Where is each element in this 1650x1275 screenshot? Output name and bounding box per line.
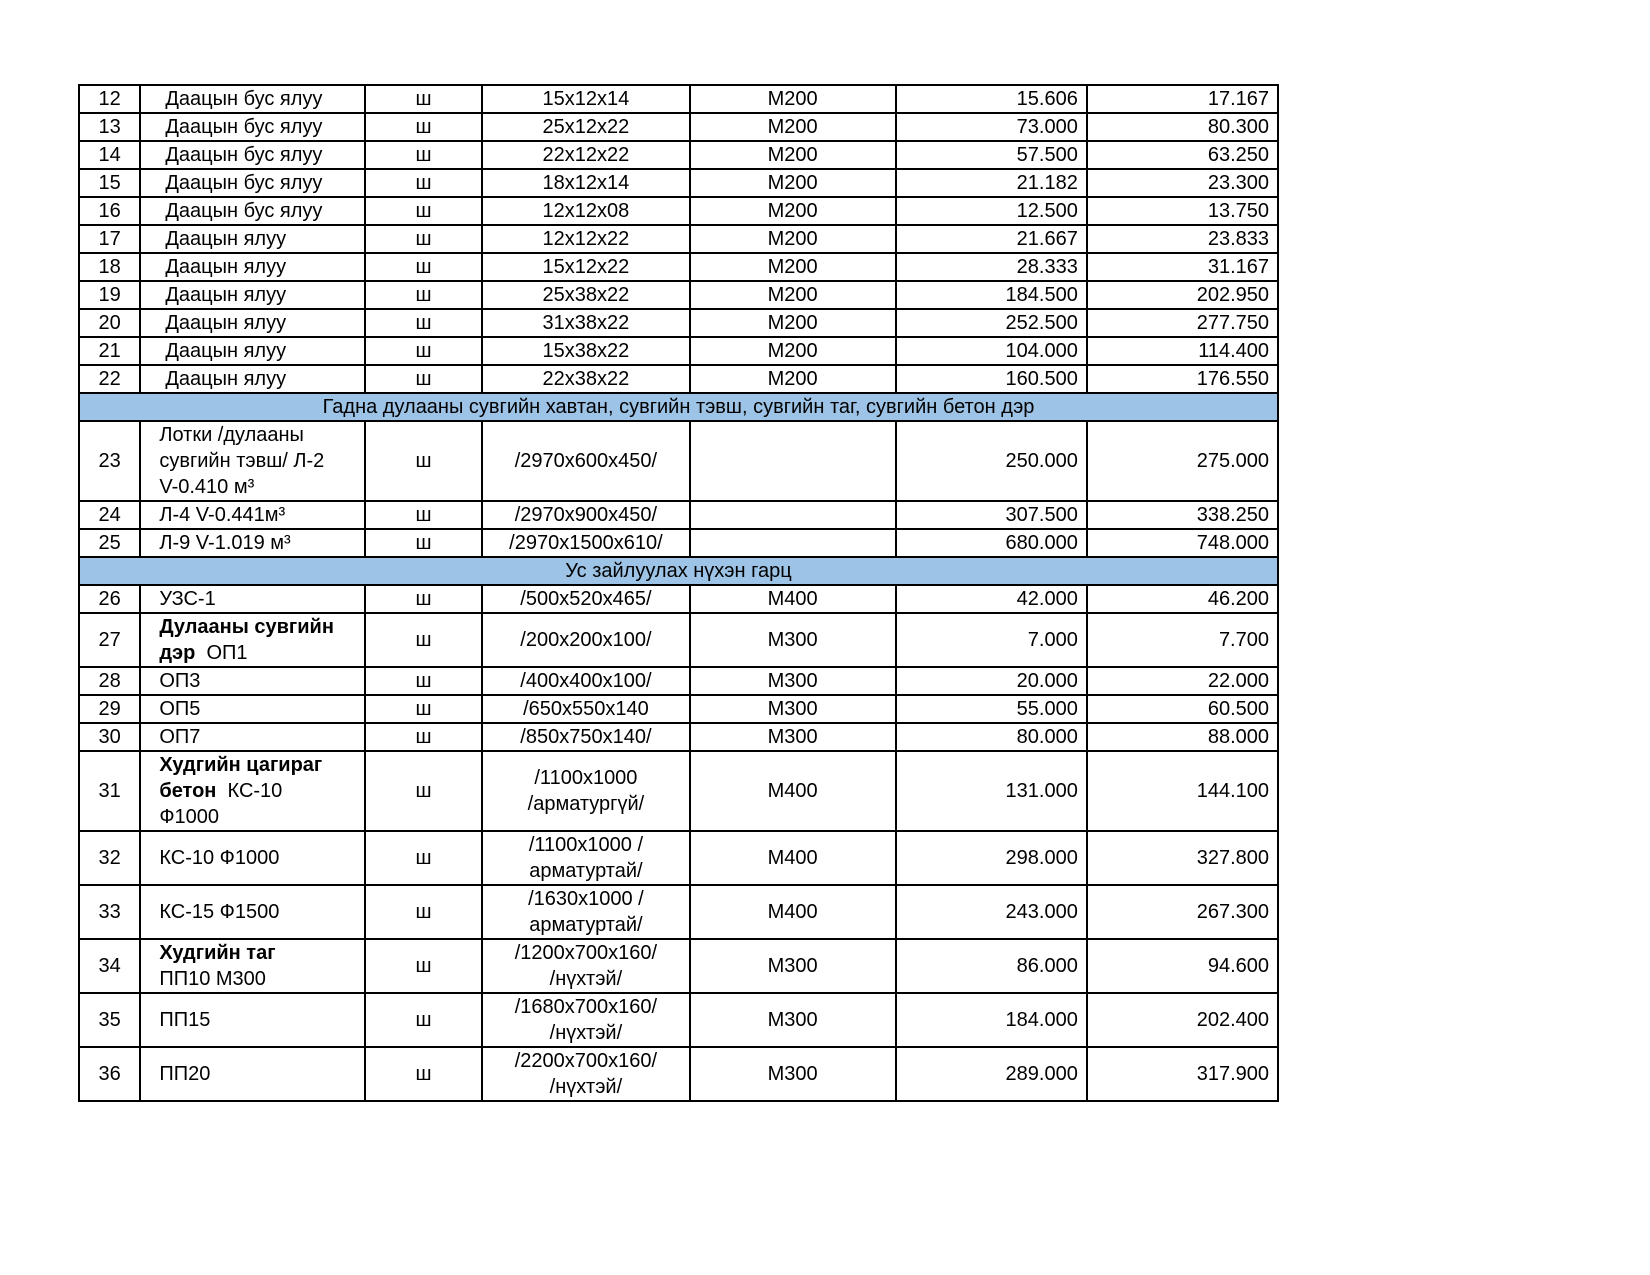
dimensions-cell <box>482 723 689 751</box>
price-with-vat-cell: 23.833 <box>1087 225 1278 253</box>
item-name-bold-line: Худгийн таг <box>159 942 276 964</box>
price-cell: 12.500 <box>896 197 1087 225</box>
unit-cell: ш <box>365 309 483 337</box>
table-row <box>79 365 1278 393</box>
dimensions-line: /400x400x100/ <box>520 670 652 692</box>
table-row <box>79 723 1278 751</box>
row-number-cell: 31 <box>79 751 140 831</box>
table-row <box>79 225 1278 253</box>
table-row <box>79 113 1278 141</box>
dimensions-line: /2200x700x160/ <box>514 1050 658 1072</box>
price-cell: 57.500 <box>896 141 1087 169</box>
table-row <box>79 585 1278 613</box>
unit-cell: ш <box>365 831 483 885</box>
item-name-cell <box>140 613 364 667</box>
price-cell: 250.000 <box>896 421 1087 501</box>
item-name-after: Ф1000 <box>159 806 220 828</box>
row-number-cell: 26 <box>79 585 140 613</box>
table-row <box>79 529 1278 557</box>
dimensions-cell <box>482 421 689 501</box>
row-number-cell: 24 <box>79 501 140 529</box>
table-row <box>79 667 1278 695</box>
concrete-grade-cell: M400 <box>690 885 896 939</box>
item-name-cell <box>140 695 364 723</box>
concrete-grade-cell: M400 <box>690 831 896 885</box>
unit-cell: ш <box>365 113 483 141</box>
item-name-cell: Даацын бус ялуу <box>140 169 364 197</box>
concrete-grade-cell <box>690 421 896 501</box>
dimensions-cell <box>482 613 689 667</box>
item-name-cell <box>140 751 364 831</box>
dimensions-cell: 22x38x22 <box>482 365 689 393</box>
item-name-after: ПП10 M300 <box>159 968 266 990</box>
row-number-cell: 17 <box>79 225 140 253</box>
table-row <box>79 169 1278 197</box>
item-name-line: V-0.410 м³ <box>159 476 255 498</box>
dimensions-cell: 31x38x22 <box>482 309 689 337</box>
row-number-cell: 35 <box>79 993 140 1047</box>
price-table <box>78 84 1279 1102</box>
item-name-cell <box>140 885 364 939</box>
row-number-cell: 28 <box>79 667 140 695</box>
dimensions-line: /1100x1000 / <box>528 834 643 856</box>
dimensions-line: /2970x600x450/ <box>514 450 658 472</box>
item-name-cell: Даацын бус ялуу <box>140 85 364 113</box>
dimensions-line: /нүхтэй/ <box>549 1076 623 1098</box>
price-cell: 252.500 <box>896 309 1087 337</box>
price-with-vat-cell: 31.167 <box>1087 253 1278 281</box>
price-cell: 80.000 <box>896 723 1087 751</box>
dimensions-cell <box>482 695 689 723</box>
concrete-grade-cell <box>690 529 896 557</box>
item-name-cell <box>140 585 364 613</box>
price-with-vat-cell: 94.600 <box>1087 939 1278 993</box>
price-cell: 55.000 <box>896 695 1087 723</box>
row-number-cell: 36 <box>79 1047 140 1101</box>
price-with-vat-cell: 46.200 <box>1087 585 1278 613</box>
table-row <box>79 939 1278 993</box>
item-name-line: Л-9 V-1.019 м³ <box>159 532 291 554</box>
dimensions-line: /2970x900x450/ <box>514 504 658 526</box>
price-with-vat-cell: 22.000 <box>1087 667 1278 695</box>
unit-cell: ш <box>365 939 483 993</box>
table-row <box>79 85 1278 113</box>
concrete-grade-cell: M200 <box>690 225 896 253</box>
table-row <box>79 613 1278 667</box>
row-number-cell: 15 <box>79 169 140 197</box>
price-cell: 20.000 <box>896 667 1087 695</box>
price-with-vat-cell: 63.250 <box>1087 141 1278 169</box>
price-cell: 243.000 <box>896 885 1087 939</box>
dimensions-line: /850x750x140/ <box>520 726 652 748</box>
dimensions-cell: 15x38x22 <box>482 337 689 365</box>
table-row <box>79 501 1278 529</box>
price-cell: 21.667 <box>896 225 1087 253</box>
concrete-grade-cell: M200 <box>690 253 896 281</box>
unit-cell: ш <box>365 993 483 1047</box>
concrete-grade-cell: M300 <box>690 723 896 751</box>
row-number-cell: 18 <box>79 253 140 281</box>
unit-cell: ш <box>365 613 483 667</box>
row-number-cell: 29 <box>79 695 140 723</box>
concrete-grade-cell <box>690 501 896 529</box>
concrete-grade-cell: M300 <box>690 1047 896 1101</box>
unit-cell: ш <box>365 365 483 393</box>
unit-cell: ш <box>365 281 483 309</box>
table-row <box>79 421 1278 501</box>
section-header-row <box>79 393 1278 421</box>
item-name-bold-line: дэр <box>159 642 196 664</box>
price-cell: 131.000 <box>896 751 1087 831</box>
dimensions-cell <box>482 993 689 1047</box>
unit-cell: ш <box>365 751 483 831</box>
item-name-cell <box>140 421 364 501</box>
item-name-cell <box>140 529 364 557</box>
table-row <box>79 751 1278 831</box>
item-name-cell <box>140 723 364 751</box>
concrete-grade-cell: M300 <box>690 695 896 723</box>
dimensions-line: /нүхтэй/ <box>549 968 623 990</box>
dimensions-line: /арматургүй/ <box>527 793 645 815</box>
concrete-grade-cell: M200 <box>690 141 896 169</box>
row-number-cell: 33 <box>79 885 140 939</box>
row-number-cell: 21 <box>79 337 140 365</box>
item-name-cell: Даацын бус ялуу <box>140 113 364 141</box>
row-number-cell: 14 <box>79 141 140 169</box>
dimensions-line: арматуртай/ <box>529 914 643 936</box>
dimensions-cell <box>482 885 689 939</box>
item-name-cell <box>140 939 364 993</box>
dimensions-cell: 12x12x22 <box>482 225 689 253</box>
price-cell: 184.500 <box>896 281 1087 309</box>
row-number-cell: 25 <box>79 529 140 557</box>
concrete-grade-cell: M400 <box>690 751 896 831</box>
unit-cell: ш <box>365 667 483 695</box>
item-name-line: ОП7 <box>159 726 201 748</box>
price-cell: 15.606 <box>896 85 1087 113</box>
table-row <box>79 337 1278 365</box>
item-name-cell <box>140 831 364 885</box>
price-with-vat-cell: 176.550 <box>1087 365 1278 393</box>
dimensions-line: /2970x1500x610/ <box>509 532 663 554</box>
dimensions-cell <box>482 939 689 993</box>
concrete-grade-cell: M400 <box>690 585 896 613</box>
table-row <box>79 309 1278 337</box>
price-table-body <box>79 85 1278 1101</box>
item-name-cell: Даацын ялуу <box>140 337 364 365</box>
concrete-grade-cell: M300 <box>690 993 896 1047</box>
item-name-line: КС-10 Ф1000 <box>159 847 280 869</box>
price-with-vat-cell: 7.700 <box>1087 613 1278 667</box>
price-cell: 160.500 <box>896 365 1087 393</box>
price-cell: 680.000 <box>896 529 1087 557</box>
unit-cell: ш <box>365 501 483 529</box>
table-row <box>79 1047 1278 1101</box>
concrete-grade-cell: M200 <box>690 197 896 225</box>
dimensions-cell <box>482 1047 689 1101</box>
unit-cell: ш <box>365 695 483 723</box>
unit-cell: ш <box>365 421 483 501</box>
price-with-vat-cell: 202.950 <box>1087 281 1278 309</box>
dimensions-cell <box>482 831 689 885</box>
concrete-grade-cell: M200 <box>690 113 896 141</box>
item-name-line: ПП15 <box>159 1009 211 1031</box>
price-cell: 21.182 <box>896 169 1087 197</box>
dimensions-cell: 12x12x08 <box>482 197 689 225</box>
dimensions-cell: 25x38x22 <box>482 281 689 309</box>
price-with-vat-cell: 317.900 <box>1087 1047 1278 1101</box>
table-row <box>79 253 1278 281</box>
price-cell: 289.000 <box>896 1047 1087 1101</box>
dimensions-line: /1680x700x160/ <box>514 996 658 1018</box>
dimensions-cell: 15x12x22 <box>482 253 689 281</box>
price-with-vat-cell: 88.000 <box>1087 723 1278 751</box>
concrete-grade-cell: M200 <box>690 337 896 365</box>
item-name-bold-line: бетон <box>159 780 217 802</box>
dimensions-line: /нүхтэй/ <box>549 1022 623 1044</box>
price-cell: 298.000 <box>896 831 1087 885</box>
table-row <box>79 695 1278 723</box>
item-name-line: ПП20 <box>159 1063 211 1085</box>
dimensions-cell: 15x12x14 <box>482 85 689 113</box>
section-title: Гадна дулааны сувгийн хавтан, сувгийн тэвш, сувгийн таг, сувгийн бетон дэр <box>79 393 1278 421</box>
item-name-line: сувгийн тэвш/ Л-2 <box>159 450 325 472</box>
item-name-cell: Даацын ялуу <box>140 365 364 393</box>
price-with-vat-cell: 327.800 <box>1087 831 1278 885</box>
unit-cell: ш <box>365 197 483 225</box>
unit-cell: ш <box>365 1047 483 1101</box>
unit-cell: ш <box>365 529 483 557</box>
table-row <box>79 831 1278 885</box>
price-cell: 104.000 <box>896 337 1087 365</box>
price-with-vat-cell: 114.400 <box>1087 337 1278 365</box>
item-name-tail: КС-10 <box>227 780 283 802</box>
price-with-vat-cell: 338.250 <box>1087 501 1278 529</box>
unit-cell: ш <box>365 141 483 169</box>
row-number-cell: 16 <box>79 197 140 225</box>
price-with-vat-cell: 17.167 <box>1087 85 1278 113</box>
unit-cell: ш <box>365 585 483 613</box>
price-with-vat-cell: 748.000 <box>1087 529 1278 557</box>
dimensions-line: /650x550x140 <box>523 698 649 720</box>
concrete-grade-cell: M200 <box>690 281 896 309</box>
price-with-vat-cell: 267.300 <box>1087 885 1278 939</box>
price-with-vat-cell: 13.750 <box>1087 197 1278 225</box>
price-cell: 184.000 <box>896 993 1087 1047</box>
dimensions-cell: 22x12x22 <box>482 141 689 169</box>
concrete-grade-cell: M200 <box>690 169 896 197</box>
unit-cell: ш <box>365 169 483 197</box>
unit-cell: ш <box>365 723 483 751</box>
item-name-bold-line: Дулааны сувгийн <box>159 616 334 638</box>
item-name-line: КС-15 Ф1500 <box>159 901 280 923</box>
item-name-bold-line: Худгийн цагираг <box>159 754 323 776</box>
price-with-vat-cell: 277.750 <box>1087 309 1278 337</box>
item-name-cell <box>140 993 364 1047</box>
price-with-vat-cell: 202.400 <box>1087 993 1278 1047</box>
concrete-grade-cell: M300 <box>690 939 896 993</box>
price-with-vat-cell: 23.300 <box>1087 169 1278 197</box>
item-name-cell: Даацын бус ялуу <box>140 141 364 169</box>
price-cell: 73.000 <box>896 113 1087 141</box>
row-number-cell: 12 <box>79 85 140 113</box>
item-name-line: Лотки /дулааны <box>159 424 304 446</box>
item-name-cell: Даацын ялуу <box>140 309 364 337</box>
section-title: Ус зайлуулах нүхэн гарц <box>79 557 1278 585</box>
concrete-grade-cell: M200 <box>690 85 896 113</box>
price-with-vat-cell: 144.100 <box>1087 751 1278 831</box>
row-number-cell: 22 <box>79 365 140 393</box>
item-name-line: Л-4 V-0.441м³ <box>159 504 286 526</box>
price-cell: 28.333 <box>896 253 1087 281</box>
item-name-tail: ОП1 <box>206 642 248 664</box>
row-number-cell: 13 <box>79 113 140 141</box>
dimensions-line: /1100x1000 <box>534 767 638 789</box>
row-number-cell: 23 <box>79 421 140 501</box>
dimensions-line: арматуртай/ <box>529 860 643 882</box>
table-row <box>79 281 1278 309</box>
dimensions-cell <box>482 529 689 557</box>
concrete-grade-cell: M200 <box>690 309 896 337</box>
item-name-line: ОП5 <box>159 698 201 720</box>
item-name-cell <box>140 501 364 529</box>
table-row <box>79 141 1278 169</box>
price-with-vat-cell: 275.000 <box>1087 421 1278 501</box>
price-cell: 86.000 <box>896 939 1087 993</box>
price-cell: 7.000 <box>896 613 1087 667</box>
unit-cell: ш <box>365 253 483 281</box>
table-row <box>79 885 1278 939</box>
item-name-cell <box>140 667 364 695</box>
dimensions-cell <box>482 585 689 613</box>
unit-cell: ш <box>365 337 483 365</box>
table-row <box>79 197 1278 225</box>
dimensions-line: /500x520x465/ <box>520 588 652 610</box>
item-name-cell: Даацын бус ялуу <box>140 197 364 225</box>
row-number-cell: 27 <box>79 613 140 667</box>
concrete-grade-cell: M300 <box>690 613 896 667</box>
row-number-cell: 32 <box>79 831 140 885</box>
dimensions-cell: 25x12x22 <box>482 113 689 141</box>
unit-cell: ш <box>365 885 483 939</box>
price-cell: 42.000 <box>896 585 1087 613</box>
dimensions-line: /200x200x100/ <box>520 629 652 651</box>
concrete-grade-cell: M200 <box>690 365 896 393</box>
dimensions-line: /1200x700x160/ <box>514 942 658 964</box>
item-name-cell: Даацын ялуу <box>140 225 364 253</box>
dimensions-cell <box>482 501 689 529</box>
item-name-cell: Даацын ялуу <box>140 253 364 281</box>
dimensions-cell <box>482 751 689 831</box>
dimensions-line: /1630x1000 / <box>528 888 644 910</box>
item-name-cell: Даацын ялуу <box>140 281 364 309</box>
concrete-grade-cell: M300 <box>690 667 896 695</box>
dimensions-cell: 18x12x14 <box>482 169 689 197</box>
row-number-cell: 20 <box>79 309 140 337</box>
unit-cell: ш <box>365 85 483 113</box>
price-with-vat-cell: 60.500 <box>1087 695 1278 723</box>
price-with-vat-cell: 80.300 <box>1087 113 1278 141</box>
row-number-cell: 30 <box>79 723 140 751</box>
item-name-line: ОП3 <box>159 670 201 692</box>
row-number-cell: 34 <box>79 939 140 993</box>
dimensions-cell <box>482 667 689 695</box>
unit-cell: ш <box>365 225 483 253</box>
item-name-cell <box>140 1047 364 1101</box>
price-cell: 307.500 <box>896 501 1087 529</box>
table-row <box>79 993 1278 1047</box>
section-header-row <box>79 557 1278 585</box>
row-number-cell: 19 <box>79 281 140 309</box>
item-name-line: УЗС-1 <box>159 588 216 610</box>
